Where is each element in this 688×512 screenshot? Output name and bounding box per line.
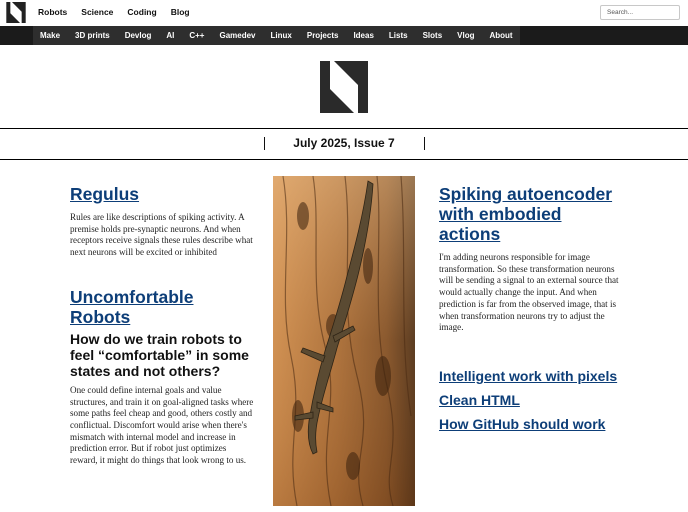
cat-projects[interactable]: Projects: [306, 31, 339, 40]
related-links: [439, 368, 639, 432]
cat-ideas[interactable]: Ideas: [353, 31, 374, 40]
article-regulus-excerpt: Rules are like descriptions of spiking activity. A premise holds pre-synaptic neurons. And when receptors receive signals these rules describe what next neurons will be excited or inhibited: [70, 212, 253, 258]
issue-title: July 2025, Issue 7: [293, 136, 395, 150]
cat-gamedev[interactable]: Gamedev: [219, 31, 256, 40]
article-spiking-excerpt: I'm adding neurons responsible for image transformation. So these transformation neurons will be sending a signal to an external source that would actually change the input. And when prediction is far from the observed image, that is when transformation neurons try to adjust the image.: [439, 252, 619, 333]
article-uncomfortable-title[interactable]: Uncomfortable Robots: [70, 286, 194, 327]
site-logo-icon[interactable]: [6, 2, 26, 23]
issue-tick-right: [424, 137, 425, 150]
article-regulus-title[interactable]: Regulus: [70, 184, 140, 204]
cat-vlog[interactable]: Vlog: [457, 31, 475, 40]
link-intelligent-pixels[interactable]: Intelligent work with pixels: [439, 367, 618, 384]
nav-coding[interactable]: Coding: [127, 7, 157, 17]
cat-3d-prints[interactable]: 3D prints: [75, 31, 110, 40]
link-clean-html[interactable]: Clean HTML: [439, 391, 520, 408]
cat-linux[interactable]: Linux: [270, 31, 292, 40]
cat-ai[interactable]: AI: [166, 31, 175, 40]
top-bar: [0, 0, 688, 26]
top-nav: [38, 7, 204, 17]
cat-slots[interactable]: Slots: [422, 31, 443, 40]
right-column: [439, 184, 639, 440]
left-column: [70, 184, 255, 467]
divider-top: [0, 128, 688, 129]
category-bar: [0, 26, 688, 45]
cat-cpp[interactable]: C++: [189, 31, 205, 40]
hero-logo-icon: [320, 61, 368, 113]
cat-about[interactable]: About: [489, 31, 513, 40]
link-github[interactable]: How GitHub should work: [439, 415, 606, 432]
article-uncomfortable-subtitle: How do we train robots to feel “comfortable” in some states and not others?: [70, 330, 249, 379]
cat-make[interactable]: Make: [40, 31, 61, 40]
category-list: [33, 26, 520, 45]
nav-blog[interactable]: Blog: [170, 7, 190, 17]
nav-science[interactable]: Science: [81, 7, 114, 17]
lizard-image: [273, 176, 415, 506]
lizard-photo: [273, 176, 415, 506]
divider-bottom: [0, 159, 688, 160]
cat-lists[interactable]: Lists: [388, 31, 408, 40]
article-uncomfortable-excerpt: One could define internal goals and value structures, and train it on goal-aligned tasks where some paths feel cheap and good, others costly and conflictual. Discomfort would arise when there's mismatch with internal model and increase in prediction error. But if robot just optimizes reward, it might do things that look wrong to us.: [70, 384, 254, 466]
search-input[interactable]: [600, 5, 680, 20]
nav-robots[interactable]: Robots: [38, 7, 68, 17]
cat-devlog[interactable]: Devlog: [124, 31, 152, 40]
article-spiking-title[interactable]: Spiking autoencoder with embodied actions: [439, 184, 613, 244]
